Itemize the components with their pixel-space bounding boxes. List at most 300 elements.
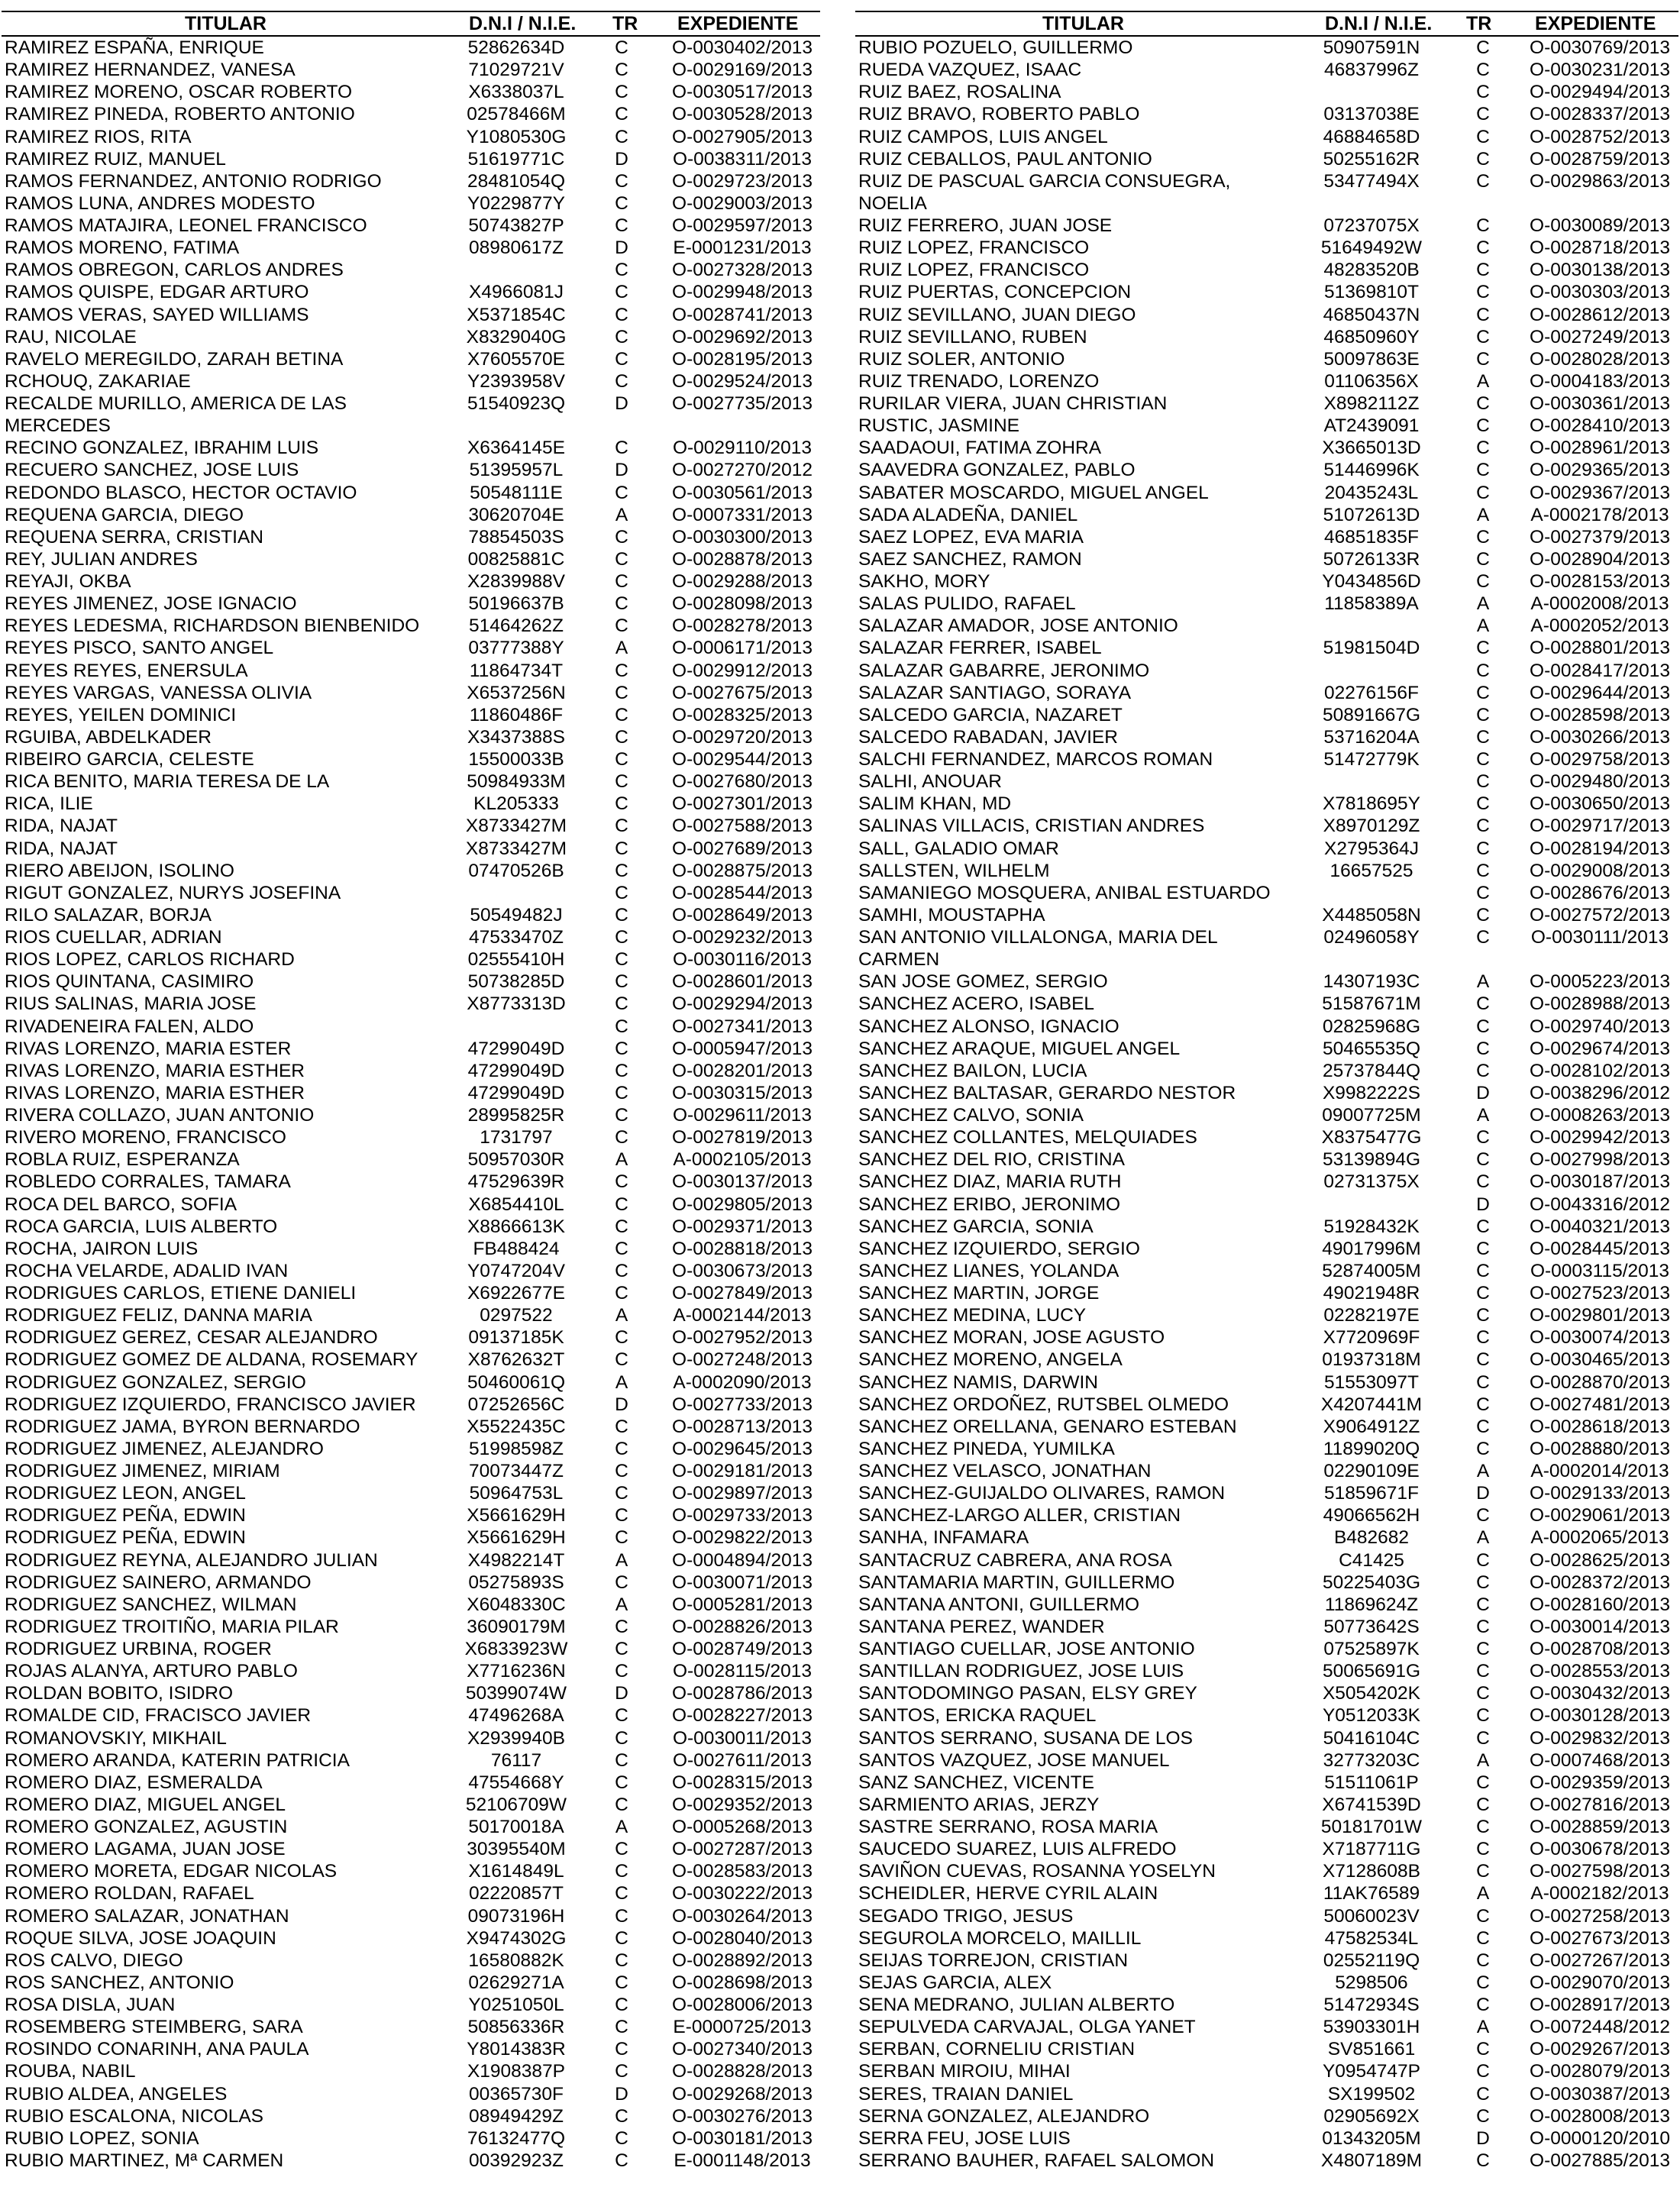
expediente-cell: O-0028828/2013: [672, 2061, 813, 2082]
dni-cell: 70073447Z: [469, 1461, 564, 1481]
table-row: [855, 682, 1678, 704]
titular-cell: SALAZAR AMADOR, JOSE ANTONIO: [858, 615, 1178, 637]
table-row: [855, 103, 1678, 125]
tr-cell: C: [1476, 571, 1490, 592]
titular-cell: RAU, NICOLAE: [5, 326, 137, 347]
titular-cell: NOELIA: [858, 192, 927, 214]
titular-cell: RUBIO POZUELO, GUILLERMO: [858, 37, 1133, 58]
tr-cell: C: [1476, 1038, 1490, 1059]
dni-cell: 52862634D: [467, 37, 565, 58]
table-row: [855, 392, 1678, 415]
table-row: [2, 415, 820, 437]
titular-cell: ROSA DISLA, JUAN: [5, 1995, 176, 2015]
titular-cell: RODRIGUEZ JAMA, BYRON BERNARDO: [5, 1416, 360, 1437]
tr-cell: C: [615, 1171, 628, 1193]
table-row: [855, 1838, 1678, 1860]
expediente-cell: A-0002014/2013: [1530, 1461, 1669, 1481]
dni-cell: 08980617Z: [469, 237, 564, 259]
dni-cell: 50907591N: [1323, 37, 1420, 58]
table-row: [2, 504, 820, 526]
tr-cell: A: [1476, 971, 1490, 993]
titular-cell: SALAZAR SANTIAGO, SORAYA: [858, 682, 1132, 703]
expediente-cell: O-0029912/2013: [672, 660, 813, 681]
table-row: [2, 1482, 820, 1504]
tr-cell: C: [1476, 1572, 1490, 1593]
table-row: [855, 1660, 1678, 1682]
titular-cell: RIDA, NAJAT: [5, 816, 118, 837]
tr-cell: C: [615, 37, 628, 58]
expediente-cell: O-0003115/2013: [1530, 1260, 1670, 1281]
table-row: [855, 526, 1678, 548]
titular-cell: SANCHEZ LIANES, YOLANDA: [858, 1260, 1119, 1281]
tr-cell: C: [615, 593, 628, 615]
expediente-cell: O-0027998/2013: [1530, 1149, 1670, 1171]
tr-cell: C: [1476, 1683, 1490, 1704]
tr-cell: C: [1476, 1327, 1490, 1349]
tr-cell: C: [615, 1038, 628, 1059]
expediente-cell: O-0028194/2013: [1530, 838, 1670, 859]
tr-cell: C: [615, 170, 628, 192]
dni-cell: 52874005M: [1322, 1260, 1421, 1281]
dni-cell: 49021948R: [1323, 1283, 1420, 1303]
dni-cell: 50964753L: [469, 1483, 564, 1504]
table-row: [2, 815, 820, 837]
titular-cell: RODRIGUEZ URBINA, ROGER: [5, 1639, 272, 1659]
table-row: [2, 2016, 820, 2038]
dni-cell: X2795364J: [1324, 838, 1419, 859]
expediente-cell: O-0027675/2013: [672, 682, 813, 703]
dni-cell: 51859671F: [1324, 1483, 1419, 1504]
dni-cell: 00825881C: [467, 548, 565, 570]
titular-cell: CARMEN: [858, 949, 940, 971]
titular-cell: ROCHA, JAIRON LUIS: [5, 1238, 199, 1259]
titular-cell: SALIM KHAN, MD: [858, 793, 1012, 815]
tr-cell: C: [615, 1327, 628, 1349]
dni-cell: 15500033B: [468, 749, 564, 770]
dni-cell: 16580882K: [468, 1950, 564, 1971]
expediente-cell: O-0027270/2012: [672, 460, 813, 481]
titular-cell: RAMOS VERAS, SAYED WILLIAMS: [5, 304, 309, 325]
dni-cell: Y2393958V: [467, 370, 566, 392]
tr-cell: C: [615, 192, 628, 214]
table-row: [855, 971, 1678, 993]
dni-cell: 51981504D: [1323, 638, 1420, 659]
titular-cell: RUIZ CEBALLOS, PAUL ANTONIO: [858, 148, 1152, 170]
table-row: [855, 926, 1678, 948]
table-row: [2, 1704, 820, 1727]
expediente-cell: O-0029805/2013: [672, 1194, 813, 1215]
titular-cell: SANTILLAN RODRIGUEZ, JOSE LUIS: [858, 1661, 1184, 1682]
dni-cell: 50726133R: [1323, 548, 1420, 570]
expediente-cell: O-0029801/2013: [1530, 1305, 1670, 1326]
tr-cell: C: [615, 282, 628, 303]
titular-cell: RODRIGUEZ PEÑA, EDWIN: [5, 1505, 246, 1526]
tr-cell: C: [615, 1927, 628, 1949]
tr-cell: C: [615, 1616, 628, 1637]
table-row: [855, 1616, 1678, 1638]
expediente-cell: O-0030528/2013: [672, 104, 813, 125]
tr-cell: C: [1476, 526, 1490, 548]
tr-cell: D: [1476, 1194, 1490, 1215]
dni-cell: 47299049D: [467, 1038, 565, 1059]
tr-cell: C: [1476, 726, 1490, 748]
expediente-cell: O-0028079/2013: [1530, 2061, 1670, 2082]
dni-cell: AT2439091: [1323, 415, 1420, 437]
expediente-cell: O-0029822/2013: [672, 1527, 813, 1549]
expediente-cell: O-0029740/2013: [1530, 1016, 1670, 1037]
tr-cell: C: [1476, 304, 1490, 325]
table-row: [2, 971, 820, 993]
tr-cell: C: [615, 949, 628, 971]
table-row: [2, 948, 820, 971]
table-row: [855, 2083, 1678, 2105]
tr-cell: C: [1476, 1972, 1490, 1993]
tr-cell: C: [615, 82, 628, 103]
table-row: [855, 1394, 1678, 1416]
dni-cell: 11869624Z: [1324, 1594, 1419, 1615]
table-row: [2, 1727, 820, 1749]
dni-cell: X2939940B: [467, 1727, 566, 1749]
dni-cell: X6833923W: [464, 1639, 568, 1659]
expediente-cell: O-0028892/2013: [672, 1950, 813, 1971]
dni-cell: X8866613K: [467, 1216, 566, 1237]
tr-cell: C: [1476, 2061, 1490, 2082]
table-row: [855, 748, 1678, 770]
tr-cell: C: [1476, 1817, 1490, 1837]
dni-cell: 50465535Q: [1322, 1038, 1421, 1059]
expediente-cell: O-0028278/2013: [672, 615, 813, 637]
tr-cell: A: [615, 638, 628, 659]
tr-cell: C: [615, 548, 628, 570]
table-row: [855, 437, 1678, 459]
table-row: [2, 704, 820, 726]
titular-cell: SALCEDO GARCIA, NAZARET: [858, 704, 1123, 725]
table-row: [2, 2083, 820, 2105]
titular-cell: RUIZ LOPEZ, FRANCISCO: [858, 237, 1090, 259]
dni-cell: Y0512033K: [1322, 1705, 1421, 1727]
dni-cell: X7605570E: [467, 348, 566, 370]
tr-cell: C: [1476, 1616, 1490, 1637]
titular-cell: SAKHO, MORY: [858, 571, 990, 592]
header-tr: TR: [1466, 13, 1492, 34]
tr-cell: C: [1476, 660, 1490, 681]
tr-cell: C: [1476, 82, 1490, 103]
tr-cell: C: [1476, 282, 1490, 303]
expediente-cell: A-0002105/2013: [673, 1149, 812, 1171]
titular-cell: SANCHEZ DEL RIO, CRISTINA: [858, 1149, 1125, 1171]
dni-cell: 02552119Q: [1323, 1950, 1420, 1971]
titular-cell: SEIJAS TORREJON, CRISTIAN: [858, 1950, 1129, 1971]
expediente-cell: O-0029597/2013: [672, 215, 813, 236]
tr-cell: C: [615, 1082, 628, 1103]
tr-cell: A: [1476, 1749, 1490, 1771]
titular-cell: ROMERO GONZALEZ, AGUSTIN: [5, 1817, 288, 1837]
table-row: [855, 1905, 1678, 1927]
expediente-cell: O-0028612/2013: [1530, 304, 1670, 325]
dni-cell: 30620704E: [468, 504, 564, 525]
expediente-cell: O-0027287/2013: [672, 1839, 813, 1860]
dni-cell: 00365730F: [469, 2083, 564, 2105]
table-row: [2, 148, 820, 170]
table-row: [2, 1749, 820, 1772]
titular-cell: SALINAS VILLACIS, CRISTIAN ANDRES: [858, 816, 1205, 837]
tr-cell: C: [615, 993, 628, 1015]
dni-cell: 46850437N: [1323, 304, 1420, 325]
titular-cell: RODRIGUEZ GOMEZ DE ALDANA, ROSEMARY: [5, 1349, 418, 1371]
dni-cell: 11899020Q: [1323, 1438, 1420, 1459]
dni-cell: 76132477Q: [467, 2127, 566, 2149]
table-row: [2, 1905, 820, 1927]
expediente-cell: O-0030650/2013: [1530, 793, 1670, 815]
titular-cell: RUBIO MARTINEZ, Mª CARMEN: [5, 2150, 284, 2171]
titular-cell: SABATER MOSCARDO, MIGUEL ANGEL: [858, 482, 1209, 503]
titular-cell: RIOS CUELLAR, ADRIAN: [5, 927, 222, 948]
titular-cell: SANCHEZ-GUIJALDO OLIVARES, RAMON: [858, 1483, 1226, 1504]
tr-cell: C: [1476, 1950, 1490, 1971]
table-row: [855, 948, 1678, 971]
dni-cell: X6338037L: [468, 82, 564, 103]
dni-cell: 49017996M: [1322, 1238, 1421, 1259]
table-row: [855, 593, 1678, 615]
table-row: [855, 170, 1678, 192]
dni-cell: 78854503S: [468, 526, 564, 548]
tr-cell: C: [615, 749, 628, 770]
dni-cell: 50743827P: [468, 215, 564, 236]
titular-cell: RAMOS MORENO, FATIMA: [5, 237, 240, 259]
expediente-cell: O-0028544/2013: [672, 882, 813, 903]
expediente-cell: O-0029544/2013: [672, 749, 813, 770]
expediente-cell: O-0028870/2013: [1530, 1371, 1670, 1393]
tr-cell: C: [615, 1772, 628, 1793]
table-row: [855, 1238, 1678, 1260]
tr-cell: C: [1476, 148, 1490, 170]
right-table-body: [855, 37, 1678, 2172]
titular-cell: ROLDAN BOBITO, ISIDRO: [5, 1683, 234, 1704]
tr-cell: A: [1476, 2017, 1490, 2038]
tr-cell: D: [615, 460, 628, 481]
table-row: [2, 1682, 820, 1704]
dni-cell: 50548111E: [470, 482, 563, 503]
dni-cell: 51928432K: [1323, 1216, 1420, 1237]
titular-cell: RECUERO SANCHEZ, JOSE LUIS: [5, 460, 299, 481]
expediente-cell: O-0030187/2013: [1530, 1171, 1670, 1193]
titular-cell: REYES VARGAS, VANESSA OLIVIA: [5, 682, 312, 703]
tr-cell: C: [615, 2127, 628, 2149]
dni-cell: 51587671M: [1322, 993, 1421, 1015]
expediente-cell: A-0002178/2013: [1530, 504, 1669, 525]
expediente-cell: O-0029110/2013: [672, 438, 813, 459]
tr-cell: C: [1476, 882, 1490, 903]
dni-cell: 51540923Q: [467, 393, 566, 414]
table-row: [2, 1860, 820, 1882]
dni-cell: Y0747204V: [467, 1260, 566, 1281]
table-row: [855, 2105, 1678, 2127]
titular-cell: SAAVEDRA GONZALEZ, PABLO: [858, 460, 1136, 481]
tr-cell: C: [1476, 1149, 1490, 1171]
tr-cell: C: [615, 571, 628, 592]
table-row: [2, 1927, 820, 1950]
dni-cell: X6364145E: [467, 438, 566, 459]
expediente-cell: O-0028961/2013: [1530, 438, 1670, 459]
expediente-cell: O-0027952/2013: [672, 1327, 813, 1349]
expediente-cell: O-0004894/2013: [672, 1549, 813, 1571]
dni-cell: 76117: [490, 1749, 542, 1771]
expediente-cell: O-0028625/2013: [1530, 1549, 1670, 1571]
tr-cell: C: [1476, 548, 1490, 570]
table-row: [2, 904, 820, 926]
tr-cell: C: [615, 1283, 628, 1303]
expediente-cell: O-0029524/2013: [672, 370, 813, 392]
table-row: [855, 637, 1678, 659]
table-row: [2, 1326, 820, 1349]
expediente-cell: O-0028878/2013: [672, 548, 813, 570]
header-dni: D.N.I / N.I.E.: [469, 13, 577, 34]
expediente-cell: O-0030181/2013: [672, 2127, 813, 2149]
table-row: [855, 770, 1678, 793]
dni-cell: 53477494X: [1323, 170, 1420, 192]
expediente-cell: O-0028315/2013: [672, 1772, 813, 1793]
dni-cell: SX199502: [1327, 2083, 1416, 2105]
expediente-cell: O-0028676/2013: [1530, 882, 1670, 903]
tr-cell: C: [615, 1883, 628, 1904]
expediente-cell: O-0028917/2013: [1530, 1995, 1670, 2015]
tr-cell: A: [1476, 504, 1490, 525]
titular-cell: RAMOS FERNANDEZ, ANTONIO RODRIGO: [5, 170, 382, 192]
titular-cell: ROMERO ROLDAN, RAFAEL: [5, 1883, 254, 1904]
table-row: [855, 1194, 1678, 1216]
table-row: [2, 660, 820, 682]
tr-cell: C: [1476, 993, 1490, 1015]
titular-cell: RODRIGUEZ FELIZ, DANNA MARIA: [5, 1305, 312, 1326]
tr-cell: C: [615, 1127, 628, 1148]
table-row: [855, 281, 1678, 303]
expediente-cell: O-0029008/2013: [1530, 860, 1670, 881]
titular-cell: RODRIGUEZ SANCHEZ, WILMAN: [5, 1594, 297, 1615]
table-header: [855, 11, 1678, 37]
tr-cell: C: [1476, 1016, 1490, 1037]
tr-cell: A: [1476, 370, 1490, 392]
expediente-cell: O-0027523/2013: [1530, 1283, 1670, 1303]
titular-cell: SANCHEZ ARAQUE, MIGUEL ANGEL: [858, 1038, 1181, 1059]
table-row: [2, 1816, 820, 1838]
expediente-cell: O-0007468/2013: [1530, 1749, 1670, 1771]
titular-cell: SEJAS GARCIA, ALEX: [858, 1972, 1052, 1993]
expediente-cell: O-0029181/2013: [672, 1461, 813, 1481]
expediente-cell: O-0005281/2013: [672, 1594, 813, 1615]
table-row: [2, 2105, 820, 2127]
table-row: [855, 1304, 1678, 1326]
tr-cell: C: [615, 60, 628, 81]
titular-cell: SEGADO TRIGO, JESUS: [858, 1905, 1074, 1927]
dni-cell: 50060023V: [1323, 1905, 1420, 1927]
titular-cell: RAMIREZ RIOS, RITA: [5, 126, 192, 147]
expediente-cell: O-0008263/2013: [1530, 1105, 1670, 1126]
tr-cell: C: [1476, 704, 1490, 725]
table-row: [855, 1526, 1678, 1549]
table-row: [855, 1816, 1678, 1838]
tr-cell: C: [1476, 438, 1490, 459]
table-row: [2, 1082, 820, 1104]
titular-cell: SAEZ LOPEZ, EVA MARIA: [858, 526, 1084, 548]
dni-cell: Y0954747P: [1322, 2061, 1421, 2082]
titular-cell: RIOS QUINTANA, CASIMIRO: [5, 971, 254, 993]
dni-cell: 07237075X: [1323, 215, 1420, 236]
expediente-cell: O-0030361/2013: [1530, 393, 1670, 414]
tr-cell: C: [1476, 393, 1490, 414]
titular-cell: SERBAN MIROIU, MIHAI: [858, 2061, 1071, 2082]
dni-cell: 51649492W: [1320, 237, 1423, 259]
tr-cell: C: [1476, 860, 1490, 881]
titular-cell: SANCHEZ BALTASAR, GERARDO NESTOR: [858, 1082, 1236, 1103]
table-row: [855, 2060, 1678, 2082]
titular-cell: ROSEMBERG STEIMBERG, SARA: [5, 2017, 303, 2038]
expediente-cell: O-0028818/2013: [672, 1238, 813, 1259]
tr-cell: C: [615, 326, 628, 347]
table-row: [2, 882, 820, 904]
titular-cell: SANCHEZ MORAN, JOSE AGUSTO: [858, 1327, 1165, 1349]
tr-cell: C: [1476, 1349, 1490, 1371]
tr-cell: C: [615, 927, 628, 948]
tr-cell: D: [1476, 2127, 1490, 2149]
titular-cell: RICA BENITO, MARIA TERESA DE LA: [5, 771, 330, 793]
tr-cell: A: [615, 1305, 628, 1326]
dni-cell: 47529639R: [467, 1171, 565, 1193]
table-row: [2, 103, 820, 125]
table-row: [2, 1148, 820, 1171]
tr-cell: D: [1476, 1483, 1490, 1504]
titular-cell: RODRIGUEZ IZQUIERDO, FRANCISCO JAVIER: [5, 1394, 416, 1415]
titular-cell: RUIZ BAEZ, ROSALINA: [858, 82, 1061, 103]
dni-cell: 11864734T: [469, 660, 564, 681]
titular-cell: RODRIGUEZ GEREZ, CESAR ALEJANDRO: [5, 1327, 378, 1349]
dni-cell: Y0434856D: [1322, 571, 1421, 592]
dni-cell: Y0229877Y: [467, 192, 566, 214]
titular-cell: RUSTIC, JASMINE: [858, 415, 1019, 437]
table-row: [855, 126, 1678, 148]
tr-cell: C: [1476, 1416, 1490, 1437]
table-row: [2, 838, 820, 860]
expediente-cell: E-0001231/2013: [673, 237, 812, 259]
tr-cell: C: [615, 1260, 628, 1281]
dni-cell: X9474302G: [466, 1927, 567, 1949]
expediente-cell: O-0028098/2013: [672, 593, 813, 615]
tr-cell: C: [615, 126, 628, 147]
tr-cell: C: [1476, 1127, 1490, 1148]
header-expediente: EXPEDIENTE: [677, 13, 799, 34]
titular-cell: SANCHEZ MORENO, ANGELA: [858, 1349, 1123, 1371]
expediente-cell: O-0029863/2013: [1530, 170, 1670, 192]
dni-cell: X4207441M: [1320, 1394, 1423, 1415]
titular-cell: SANTANA ANTONI, GUILLERMO: [858, 1594, 1140, 1615]
expediente-cell: O-0029645/2013: [672, 1438, 813, 1459]
table-row: [855, 504, 1678, 526]
table-row: [2, 1572, 820, 1594]
tr-cell: C: [615, 660, 628, 681]
expediente-cell: O-0030266/2013: [1530, 726, 1670, 748]
tr-cell: C: [615, 2105, 628, 2127]
expediente-cell: O-0028115/2013: [672, 1661, 813, 1682]
table-row: [855, 993, 1678, 1015]
table-row: [2, 1282, 820, 1304]
dni-cell: 51472779K: [1323, 749, 1420, 770]
dni-cell: X6741539D: [1322, 1794, 1421, 1815]
dni-cell: X7818695Y: [1322, 793, 1421, 815]
titular-cell: SERRA FEU, JOSE LUIS: [858, 2127, 1071, 2149]
expediente-cell: O-0040321/2013: [1530, 1216, 1670, 1237]
titular-cell: RAMIREZ PINEDA, ROBERTO ANTONIO: [5, 104, 355, 125]
dni-cell: X7128608B: [1322, 1861, 1421, 1882]
titular-cell: SANTOS VAZQUEZ, JOSE MANUEL: [858, 1749, 1170, 1771]
